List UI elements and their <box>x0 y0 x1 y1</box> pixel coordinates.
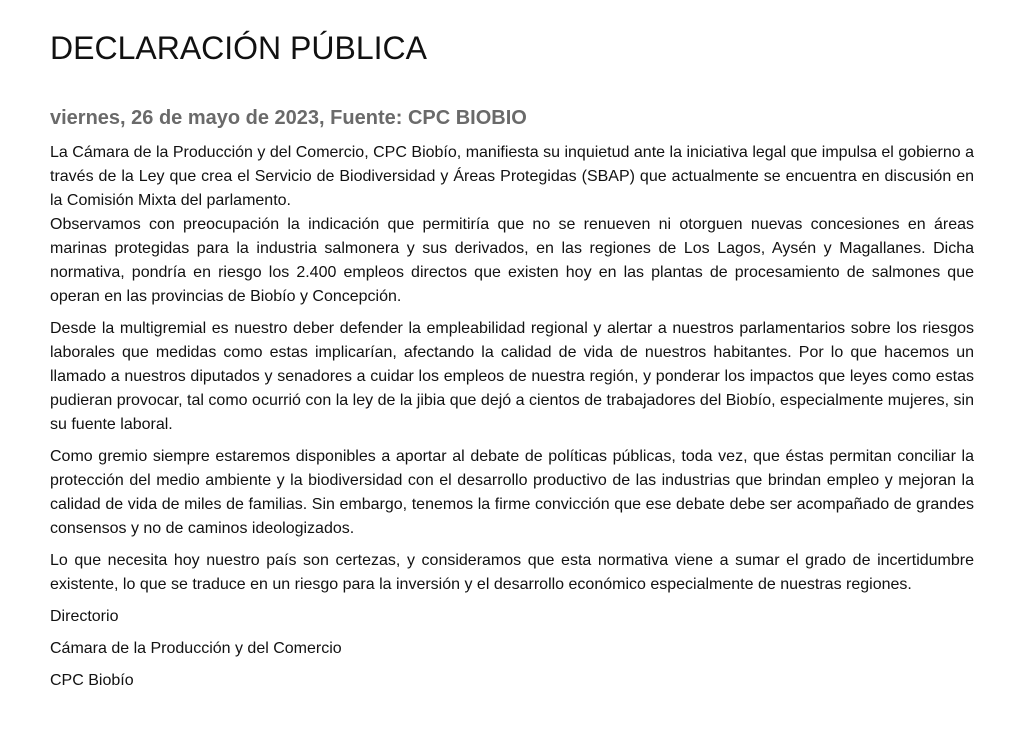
signature-organization: Cámara de la Producción y del Comercio <box>50 640 342 657</box>
article <box>50 0 974 693</box>
signature-directorio: Directorio <box>50 608 119 625</box>
paragraph-debate: Como gremio siempre estaremos disponibles a aportar al debate de políticas públicas, toda vez, que éstas permitan conciliar la protección del medio ambiente y la biodiversidad con el desarrollo productivo de las industrias que brindan empleo y mejoran la calidad de vida de miles de familias. Sin embargo, tenemos la firme convicción que ese debate debe ser acompañado de grandes consensos y no de caminos ideologizados. <box>50 448 974 537</box>
article-dateline: viernes, 26 de mayo de 2023, Fuente: CPC BIOBIO <box>50 107 527 129</box>
page-title: DECLARACIÓN PÚBLICA <box>50 30 427 66</box>
paragraph-certainty: Lo que necesita hoy nuestro país son certezas, y consideramos que esta normativa viene a sumar el grado de incertidumbre existente, lo que se traduce en un riesgo para la inversión y el desarrollo económico especialmente de nuestras regiones. <box>50 552 974 593</box>
signature-cpc: CPC Biobío <box>50 672 134 689</box>
paragraph-intro: La Cámara de la Producción y del Comercio, CPC Biobío, manifiesta su inquietud ante la iniciativa legal que impulsa el gobierno a través de la Ley que crea el Servicio de Biodiversidad y Áreas Protegidas (SBAP) que actualmente se encuentra en discusión en la Comisión Mixta del parlamento. <box>50 144 974 209</box>
paragraph-duty: Desde la multigremial es nuestro deber defender la empleabilidad regional y alertar a nuestros parlamentarios sobre los riesgos laborales que medidas como estas implicarían, afectando la calidad de vida de nuestros habitantes. Por lo que hacemos un llamado a nuestros diputados y senadores a cuidar los empleos de nuestra región, y ponderar los impactos que leyes como estas pudieran provocar, tal como ocurrió con la ley de la jibia que dejó a cientos de trabajadores del Biobío, especialmente mujeres, sin su fuente laboral. <box>50 320 974 433</box>
paragraph-concern: Observamos con preocupación la indicación que permitiría que no se renueven ni otorguen nuevas concesiones en áreas marinas protegidas para la industria salmonera y sus derivados, en las regiones de Los Lagos, Aysén y Magallanes. Dicha normativa, pondría en riesgo los 2.400 empleos directos que existen hoy en las plantas de procesamiento de salmones que operan en las provincias de Biobío y Concepción. <box>50 216 974 305</box>
article-body <box>50 141 974 693</box>
